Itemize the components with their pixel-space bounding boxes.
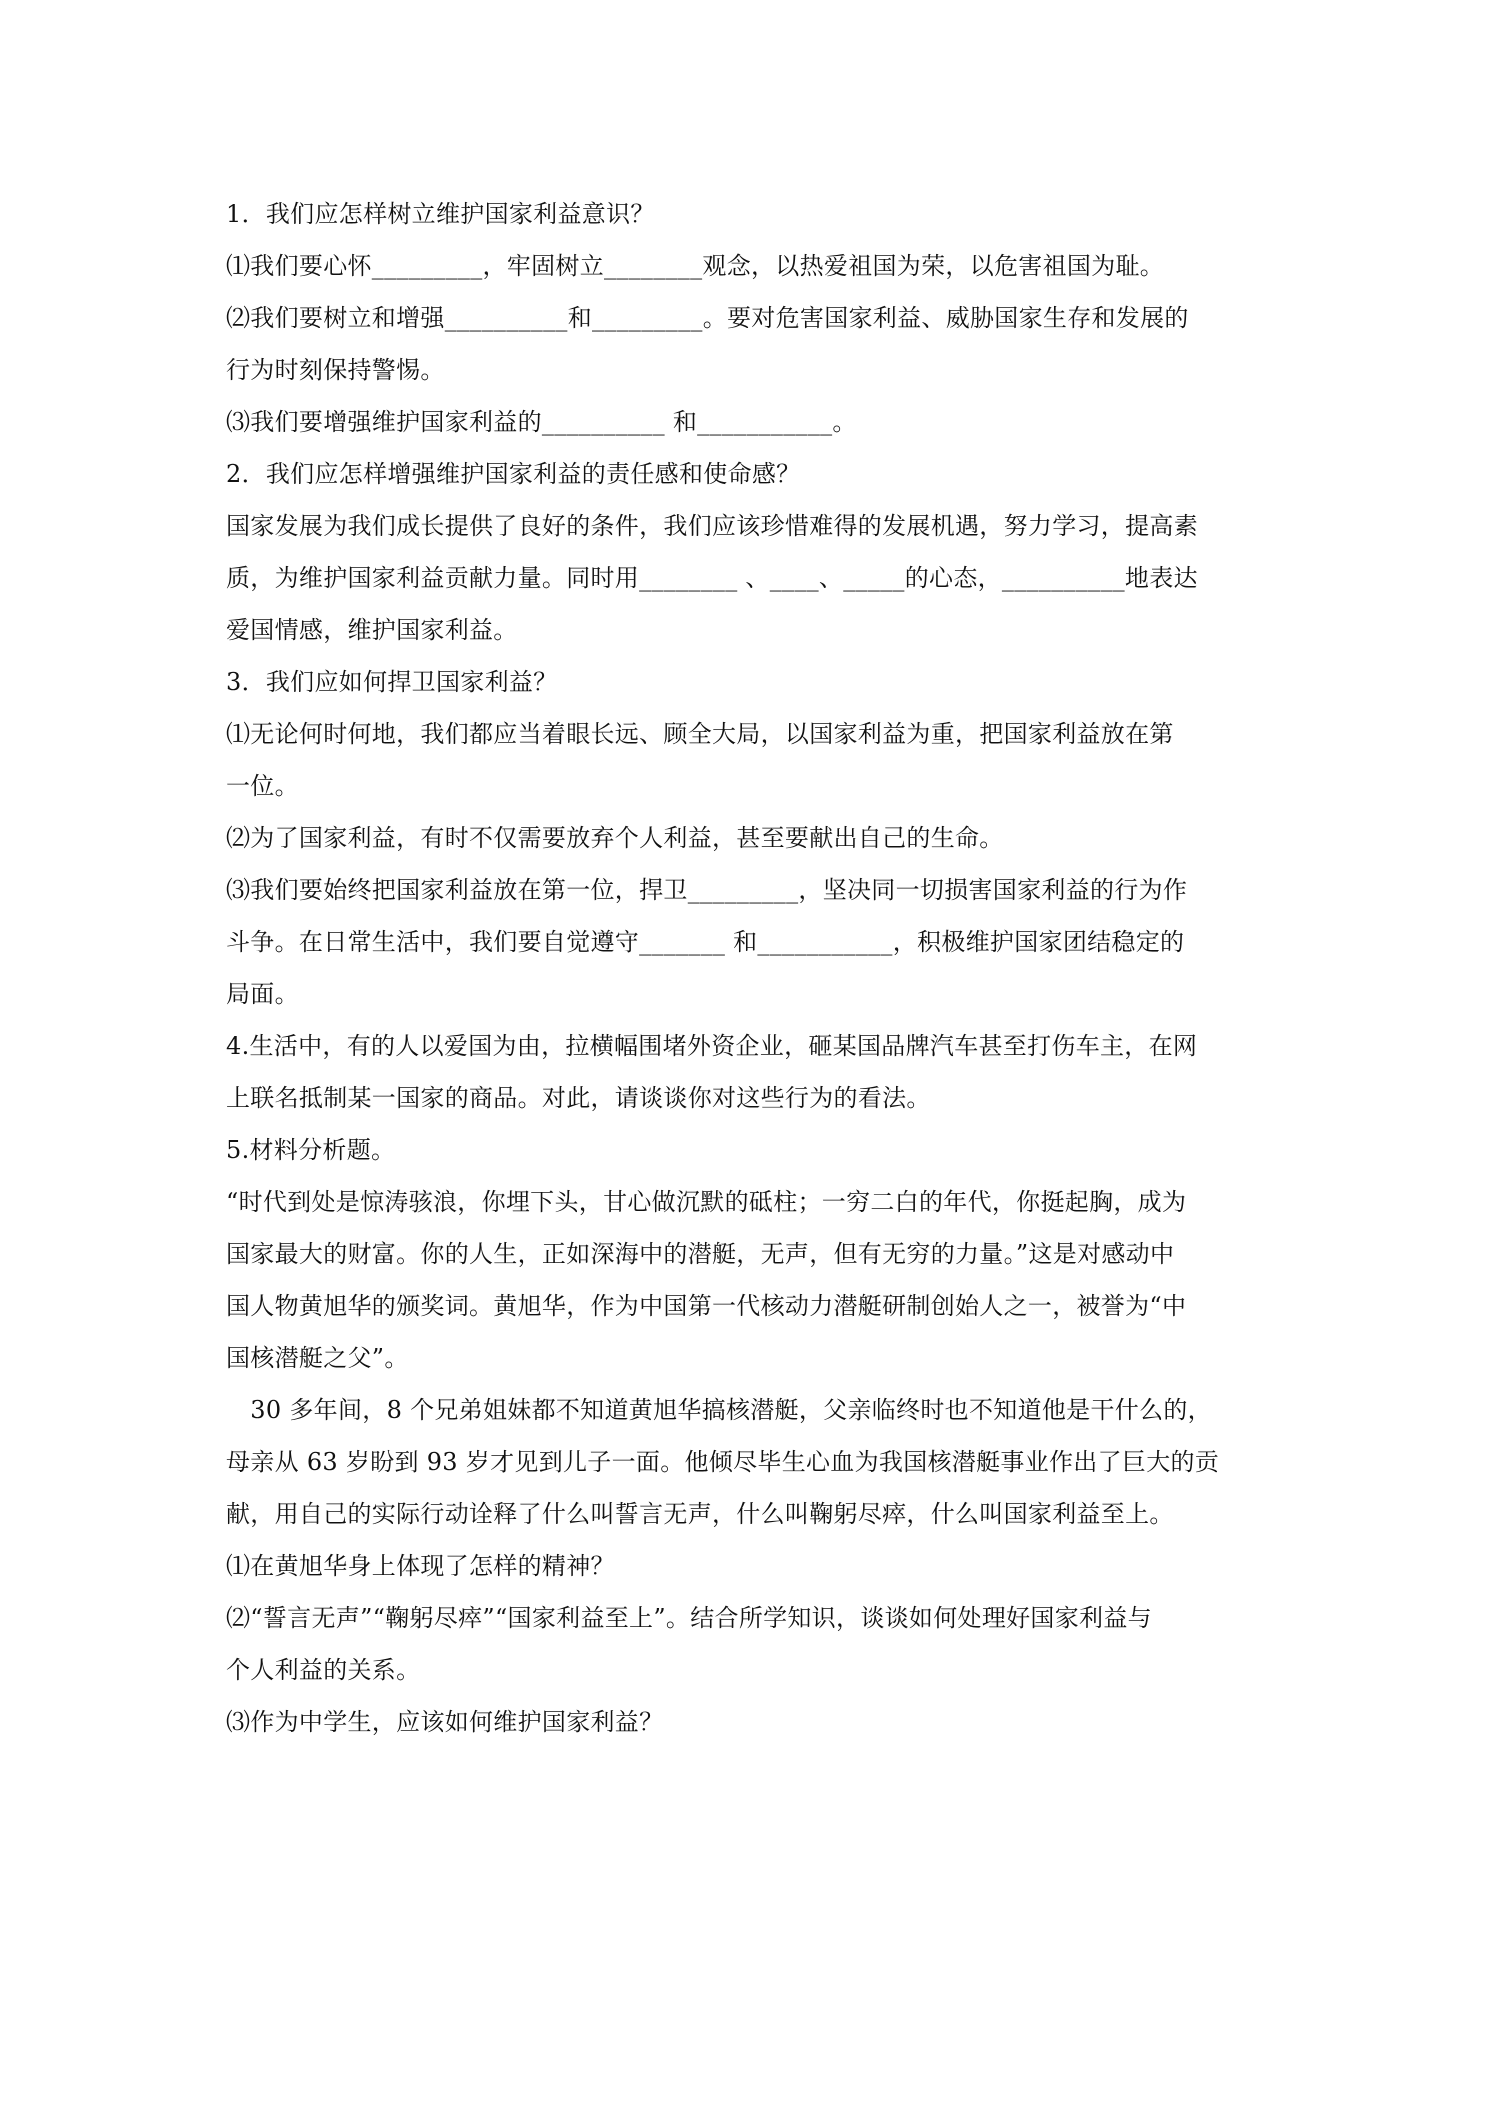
question-4-cont: 上联名抵制某一国家的商品。对此，请谈谈你对这些行为的看法。 <box>226 1084 931 1112</box>
question-5-sub-2-cont: 个人利益的关系。 <box>226 1656 421 1684</box>
question-5-heading: 5.材料分析题。 <box>226 1136 396 1164</box>
question-3-item-1-cont: 一位。 <box>226 772 299 800</box>
question-1-item-1: ⑴我们要心怀_________，牢固树立________观念，以热爱祖国为荣，以危害祖国为耻。 <box>226 252 1165 280</box>
question-1-heading: 1．我们应怎样树立维护国家利益意识？ <box>226 200 655 228</box>
question-2-answer-end: 爱国情感，维护国家利益。 <box>226 616 518 644</box>
question-5-sub-1: ⑴在黄旭华身上体现了怎样的精神？ <box>226 1552 615 1580</box>
question-2-answer: 国家发展为我们成长提供了良好的条件，我们应该珍惜难得的发展机遇，努力学习，提高素 <box>226 512 1198 540</box>
document-body <box>226 188 1278 1748</box>
material-paragraph-2-cont-2: 献，用自己的实际行动诠释了什么叫誓言无声，什么叫鞠躬尽瘁，什么叫国家利益至上。 <box>226 1500 1174 1528</box>
question-2-heading: 2．我们应怎样增强维护国家利益的责任感和使命感？ <box>226 460 801 488</box>
question-3-item-3: ⑶我们要始终把国家利益放在第一位，捍卫_________，坚决同一切损害国家利益的行为作 <box>226 876 1188 904</box>
question-5-sub-2: ⑵“誓言无声”“鞠躬尽瘁”“国家利益至上”。结合所学知识，谈谈如何处理好国家利益与 <box>226 1604 1152 1632</box>
question-3-item-3-end: 局面。 <box>226 980 299 1008</box>
question-5-sub-3: ⑶作为中学生，应该如何维护国家利益？ <box>226 1708 664 1736</box>
material-paragraph-2: 30 多年间，8 个兄弟姐妹都不知道黄旭华搞核潜艇，父亲临终时也不知道他是干什么的， <box>226 1396 1212 1424</box>
question-4: 4.生活中，有的人以爱国为由，拉横幅围堵外资企业，砸某国品牌汽车甚至打伤车主，在网 <box>226 1032 1198 1060</box>
question-3-item-2: ⑵为了国家利益，有时不仅需要放弃个人利益，甚至要献出自己的生命。 <box>226 824 1004 852</box>
question-3-item-3-cont: 斗争。在日常生活中，我们要自觉遵守_______ 和___________，积极维护国家团结稳定的 <box>226 928 1185 956</box>
material-paragraph-1-cont-1: 国家最大的财富。你的人生，正如深海中的潜艇，无声，但有无穷的力量。”这是对感动中 <box>226 1240 1175 1268</box>
question-2-answer-cont: 质，为维护国家利益贡献力量。同时用________ 、____、_____的心态，__________地表达 <box>226 564 1198 592</box>
question-1-item-2-cont: 行为时刻保持警惕。 <box>226 356 445 384</box>
question-1-item-2: ⑵我们要树立和增强__________和_________。要对危害国家利益、威胁国家生存和发展的 <box>226 304 1189 332</box>
material-paragraph-2-cont-1: 母亲从 63 岁盼到 93 岁才见到儿子一面。他倾尽毕生心血为我国核潜艇事业作出了巨大的贡 <box>226 1448 1220 1476</box>
question-3-heading: 3．我们应如何捍卫国家利益？ <box>226 668 558 696</box>
question-1-item-3: ⑶我们要增强维护国家利益的__________ 和___________。 <box>226 408 857 436</box>
material-paragraph-1: “时代到处是惊涛骇浪，你埋下头，甘心做沉默的砥柱；一穷二白的年代，你挺起胸，成为 <box>226 1188 1187 1216</box>
material-paragraph-1-end: 国核潜艇之父”。 <box>226 1344 409 1372</box>
material-paragraph-1-cont-2: 国人物黄旭华的颁奖词。黄旭华，作为中国第一代核动力潜艇研制创始人之一，被誉为“中 <box>226 1292 1187 1320</box>
question-3-item-1: ⑴无论何时何地，我们都应当着眼长远、顾全大局，以国家利益为重，把国家利益放在第 <box>226 720 1174 748</box>
